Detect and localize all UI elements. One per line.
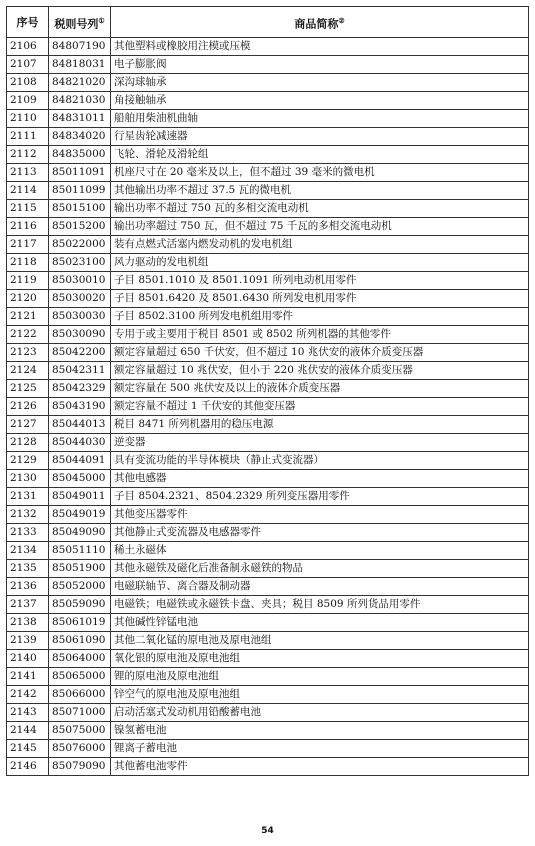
row-seq: 2109 bbox=[7, 92, 49, 110]
row-product-name: 其他碱性锌锰电池 bbox=[111, 614, 529, 632]
tariff-table bbox=[6, 6, 529, 776]
row-seq: 2144 bbox=[7, 722, 49, 740]
row-tariff-code: 85061090 bbox=[49, 632, 111, 650]
row-product-name: 其他输出功率不超过 37.5 瓦的微电机 bbox=[111, 182, 529, 200]
table-row bbox=[7, 614, 529, 632]
row-tariff-code: 85066000 bbox=[49, 686, 111, 704]
row-product-name: 其他永磁铁及磁化后准备制永磁铁的物品 bbox=[111, 560, 529, 578]
row-product-name: 额定容量在 500 兆伏安及以上的液体介质变压器 bbox=[111, 380, 529, 398]
row-tariff-code: 84818031 bbox=[49, 56, 111, 74]
table-row bbox=[7, 380, 529, 398]
row-product-name: 镍氢蓄电池 bbox=[111, 722, 529, 740]
row-tariff-code: 85049090 bbox=[49, 524, 111, 542]
page-number: 54 bbox=[261, 826, 274, 836]
table-row bbox=[7, 632, 529, 650]
row-seq: 2134 bbox=[7, 542, 49, 560]
row-tariff-code: 84831011 bbox=[49, 110, 111, 128]
row-tariff-code: 85061019 bbox=[49, 614, 111, 632]
row-tariff-code: 85051900 bbox=[49, 560, 111, 578]
row-seq: 2127 bbox=[7, 416, 49, 434]
footnote-mark-2: ② bbox=[338, 15, 345, 25]
row-tariff-code: 84807190 bbox=[49, 38, 111, 56]
row-seq: 2140 bbox=[7, 650, 49, 668]
table-row bbox=[7, 740, 529, 758]
row-tariff-code: 85044091 bbox=[49, 452, 111, 470]
row-product-name: 船舶用柴油机曲轴 bbox=[111, 110, 529, 128]
row-tariff-code: 85042200 bbox=[49, 344, 111, 362]
row-seq: 2124 bbox=[7, 362, 49, 380]
row-tariff-code: 85071000 bbox=[49, 704, 111, 722]
row-product-name: 锂离子蓄电池 bbox=[111, 740, 529, 758]
row-tariff-code: 85045000 bbox=[49, 470, 111, 488]
row-product-name: 行星齿轮减速器 bbox=[111, 128, 529, 146]
table-row bbox=[7, 74, 529, 92]
row-product-name: 角接触轴承 bbox=[111, 92, 529, 110]
row-tariff-code: 85079090 bbox=[49, 758, 111, 776]
table-row bbox=[7, 524, 529, 542]
row-product-name: 机座尺寸在 20 毫米及以上，但不超过 39 毫米的微电机 bbox=[111, 164, 529, 182]
row-tariff-code: 85030010 bbox=[49, 272, 111, 290]
table-row bbox=[7, 758, 529, 776]
row-seq: 2126 bbox=[7, 398, 49, 416]
table-row bbox=[7, 254, 529, 272]
row-seq: 2139 bbox=[7, 632, 49, 650]
table-row bbox=[7, 578, 529, 596]
row-product-name: 其他二氧化锰的原电池及原电池组 bbox=[111, 632, 529, 650]
row-product-name: 额定容量不超过 1 千伏安的其他变压器 bbox=[111, 398, 529, 416]
row-product-name: 启动活塞式发动机用铅酸蓄电池 bbox=[111, 704, 529, 722]
row-product-name: 锌空气的原电池及原电池组 bbox=[111, 686, 529, 704]
row-product-name: 电磁铁；电磁铁或永磁铁卡盘、夹具；税目 8509 所列货品用零件 bbox=[111, 596, 529, 614]
row-product-name: 深沟球轴承 bbox=[111, 74, 529, 92]
row-tariff-code: 85030090 bbox=[49, 326, 111, 344]
row-seq: 2121 bbox=[7, 308, 49, 326]
table-row bbox=[7, 596, 529, 614]
row-seq: 2138 bbox=[7, 614, 49, 632]
row-tariff-code: 84821030 bbox=[49, 92, 111, 110]
row-tariff-code: 85022000 bbox=[49, 236, 111, 254]
table-row bbox=[7, 200, 529, 218]
table-row bbox=[7, 488, 529, 506]
table-row bbox=[7, 398, 529, 416]
row-seq: 2119 bbox=[7, 272, 49, 290]
row-tariff-code: 85051110 bbox=[49, 542, 111, 560]
row-tariff-code: 85044013 bbox=[49, 416, 111, 434]
row-product-name: 子目 8502.3100 所列发电机组用零件 bbox=[111, 308, 529, 326]
table-row bbox=[7, 110, 529, 128]
row-product-name: 锂的原电池及原电池组 bbox=[111, 668, 529, 686]
footnote-mark-1: ① bbox=[98, 15, 105, 25]
row-seq: 2132 bbox=[7, 506, 49, 524]
row-seq: 2113 bbox=[7, 164, 49, 182]
table-row bbox=[7, 128, 529, 146]
row-seq: 2112 bbox=[7, 146, 49, 164]
row-tariff-code: 85011091 bbox=[49, 164, 111, 182]
row-seq: 2111 bbox=[7, 128, 49, 146]
row-tariff-code: 85065000 bbox=[49, 668, 111, 686]
header-row bbox=[7, 7, 529, 38]
row-product-name: 额定容量超过 650 千伏安，但不超过 10 兆伏安的液体介质变压器 bbox=[111, 344, 529, 362]
row-tariff-code: 85042329 bbox=[49, 380, 111, 398]
row-tariff-code: 85059090 bbox=[49, 596, 111, 614]
table-row bbox=[7, 164, 529, 182]
row-tariff-code: 85015100 bbox=[49, 200, 111, 218]
row-product-name: 具有变流功能的半导体模块（静止式变流器） bbox=[111, 452, 529, 470]
row-product-name: 其他变压器零件 bbox=[111, 506, 529, 524]
table-row bbox=[7, 272, 529, 290]
table-row bbox=[7, 236, 529, 254]
row-seq: 2120 bbox=[7, 290, 49, 308]
header-name: 商品简称② bbox=[111, 7, 529, 38]
row-tariff-code: 85043190 bbox=[49, 398, 111, 416]
row-seq: 2143 bbox=[7, 704, 49, 722]
row-product-name: 稀土永磁体 bbox=[111, 542, 529, 560]
table-row bbox=[7, 182, 529, 200]
row-seq: 2107 bbox=[7, 56, 49, 74]
table-row bbox=[7, 344, 529, 362]
row-tariff-code: 85030030 bbox=[49, 308, 111, 326]
row-seq: 2133 bbox=[7, 524, 49, 542]
row-tariff-code: 85049011 bbox=[49, 488, 111, 506]
row-seq: 2141 bbox=[7, 668, 49, 686]
row-seq: 2114 bbox=[7, 182, 49, 200]
row-seq: 2106 bbox=[7, 38, 49, 56]
table-row bbox=[7, 416, 529, 434]
table-row bbox=[7, 542, 529, 560]
row-tariff-code: 85030020 bbox=[49, 290, 111, 308]
row-product-name: 输出功率超过 750 瓦，但不超过 75 千瓦的多相交流电动机 bbox=[111, 218, 529, 236]
row-seq: 2130 bbox=[7, 470, 49, 488]
row-tariff-code: 85044030 bbox=[49, 434, 111, 452]
row-product-name: 电子膨胀阀 bbox=[111, 56, 529, 74]
row-tariff-code: 85015200 bbox=[49, 218, 111, 236]
table-row bbox=[7, 650, 529, 668]
row-product-name: 电磁联轴节、离合器及制动器 bbox=[111, 578, 529, 596]
row-seq: 2115 bbox=[7, 200, 49, 218]
row-product-name: 逆变器 bbox=[111, 434, 529, 452]
row-product-name: 其他静止式变流器及电感器零件 bbox=[111, 524, 529, 542]
row-seq: 2142 bbox=[7, 686, 49, 704]
row-seq: 2123 bbox=[7, 344, 49, 362]
row-product-name: 其他电感器 bbox=[111, 470, 529, 488]
table-row bbox=[7, 704, 529, 722]
table-row bbox=[7, 362, 529, 380]
row-tariff-code: 85042311 bbox=[49, 362, 111, 380]
row-product-name: 风力驱动的发电机组 bbox=[111, 254, 529, 272]
row-product-name: 税目 8471 所列机器用的稳压电源 bbox=[111, 416, 529, 434]
header-seq: 序号 bbox=[7, 7, 49, 38]
row-product-name: 其他塑料或橡胶用注模或压模 bbox=[111, 38, 529, 56]
row-seq: 2146 bbox=[7, 758, 49, 776]
row-seq: 2108 bbox=[7, 74, 49, 92]
row-seq: 2129 bbox=[7, 452, 49, 470]
row-tariff-code: 84821020 bbox=[49, 74, 111, 92]
row-seq: 2128 bbox=[7, 434, 49, 452]
row-tariff-code: 84835000 bbox=[49, 146, 111, 164]
row-product-name: 专用于或主要用于税目 8501 或 8502 所列机器的其他零件 bbox=[111, 326, 529, 344]
row-seq: 2125 bbox=[7, 380, 49, 398]
row-product-name: 输出功率不超过 750 瓦的多相交流电动机 bbox=[111, 200, 529, 218]
row-seq: 2116 bbox=[7, 218, 49, 236]
row-seq: 2136 bbox=[7, 578, 49, 596]
table-body bbox=[7, 38, 529, 776]
table-row bbox=[7, 92, 529, 110]
table-row bbox=[7, 218, 529, 236]
table-row bbox=[7, 452, 529, 470]
row-seq: 2131 bbox=[7, 488, 49, 506]
table-row bbox=[7, 470, 529, 488]
row-tariff-code: 85064000 bbox=[49, 650, 111, 668]
table-row bbox=[7, 722, 529, 740]
row-seq: 2110 bbox=[7, 110, 49, 128]
row-seq: 2122 bbox=[7, 326, 49, 344]
header-code: 税则号列① bbox=[49, 7, 111, 38]
row-product-name: 子目 8501.6420 及 8501.6430 所列发电机用零件 bbox=[111, 290, 529, 308]
row-seq: 2137 bbox=[7, 596, 49, 614]
row-tariff-code: 85075000 bbox=[49, 722, 111, 740]
row-tariff-code: 84834020 bbox=[49, 128, 111, 146]
row-tariff-code: 85049019 bbox=[49, 506, 111, 524]
row-tariff-code: 85011099 bbox=[49, 182, 111, 200]
table-row bbox=[7, 668, 529, 686]
row-product-name: 子目 8501.1010 及 8501.1091 所列电动机用零件 bbox=[111, 272, 529, 290]
row-seq: 2145 bbox=[7, 740, 49, 758]
table-row bbox=[7, 506, 529, 524]
row-product-name: 其他蓄电池零件 bbox=[111, 758, 529, 776]
table-row bbox=[7, 434, 529, 452]
row-seq: 2118 bbox=[7, 254, 49, 272]
table-row bbox=[7, 326, 529, 344]
row-product-name: 氧化银的原电池及原电池组 bbox=[111, 650, 529, 668]
row-tariff-code: 85076000 bbox=[49, 740, 111, 758]
row-seq: 2117 bbox=[7, 236, 49, 254]
row-product-name: 飞轮、滑轮及滑轮组 bbox=[111, 146, 529, 164]
table-row bbox=[7, 290, 529, 308]
table-row bbox=[7, 56, 529, 74]
table-row bbox=[7, 686, 529, 704]
table-row bbox=[7, 560, 529, 578]
row-tariff-code: 85052000 bbox=[49, 578, 111, 596]
row-tariff-code: 85023100 bbox=[49, 254, 111, 272]
table-row bbox=[7, 38, 529, 56]
row-product-name: 额定容量超过 10 兆伏安，但小于 220 兆伏安的液体介质变压器 bbox=[111, 362, 529, 380]
row-product-name: 装有点燃式活塞内燃发动机的发电机组 bbox=[111, 236, 529, 254]
table-row bbox=[7, 308, 529, 326]
row-seq: 2135 bbox=[7, 560, 49, 578]
table-row bbox=[7, 146, 529, 164]
row-product-name: 子目 8504.2321、8504.2329 所列变压器用零件 bbox=[111, 488, 529, 506]
